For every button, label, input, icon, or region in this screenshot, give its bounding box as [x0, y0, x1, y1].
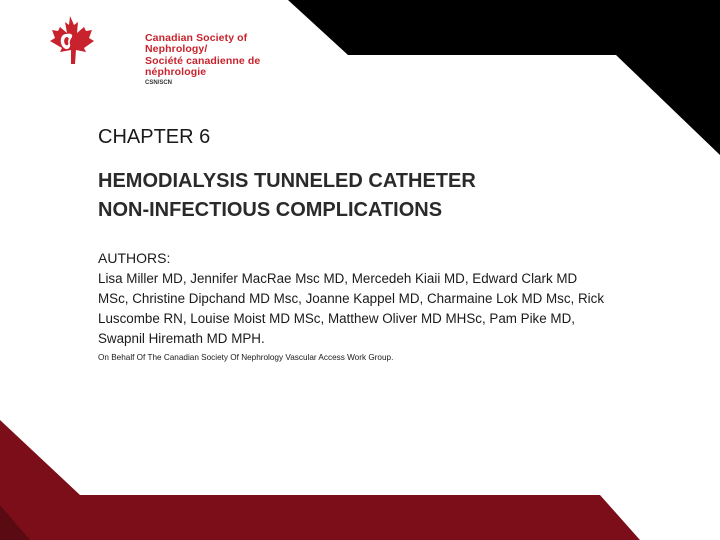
title-line-2: NON-INFECTIOUS COMPLICATIONS: [98, 199, 443, 221]
maroon-bottom-shape: [0, 420, 640, 540]
authors-label: AUTHORS:: [98, 250, 171, 266]
chapter-heading: CHAPTER 6: [98, 126, 211, 148]
authors-list: Lisa Miller MD, Jennifer MacRae Msc MD, Mercedeh Kiaii MD, Edward Clark MD MSc, Christine Dipchand MD Msc, Joanne Kappel MD, Charmaine Lok MD Msc, Rick Luscombe RN, Louise Moist MD MSc, Matthew Oliver MD MHSc, Pam Pike MD, Swapnil Hiremath MD MPH.: [98, 271, 605, 346]
logo-name-french: Société canadienne de néphrologie: [145, 55, 261, 78]
logo-abbreviation: CSN/SCN: [145, 80, 173, 86]
slide-title: [98, 167, 608, 225]
slide-content: [98, 126, 608, 362]
logo-name-english: Canadian Society of Nephrology/: [145, 32, 248, 55]
title-line-1: HEMODIALYSIS TUNNELED CATHETER: [98, 170, 476, 192]
work-group-note: On Behalf Of The Canadian Society Of Nephrology Vascular Access Work Group.: [98, 353, 394, 362]
maple-leaf-kidney-icon: [44, 14, 100, 66]
csn-logo: [44, 14, 294, 86]
